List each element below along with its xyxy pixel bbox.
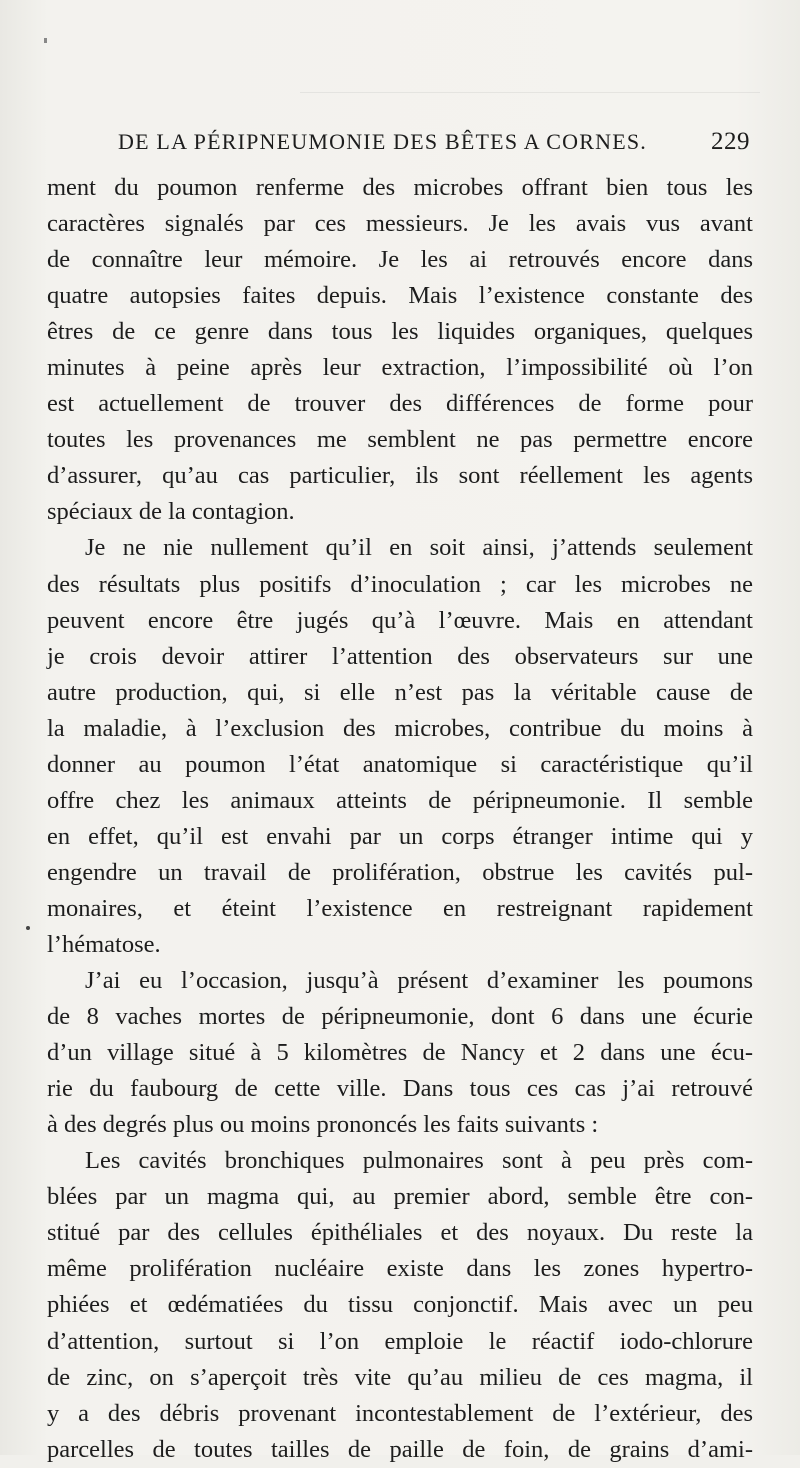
text-line: la maladie, à l’exclusion des microbes, contribue du moins à xyxy=(47,714,753,742)
text-line: êtres de ce genre dans tous les liquides organiques, quelques xyxy=(47,318,753,346)
text-line: offre chez les animaux atteints de péripneumonie. Il semble xyxy=(47,786,753,814)
text-line: caractères signalés par ces messieurs. Je les avais vus avant xyxy=(47,210,753,238)
text-line: Je ne nie nullement qu’il en soit ainsi, j’attends seulement xyxy=(85,534,753,562)
text-line: l’hématose. xyxy=(47,930,161,958)
text-line: ment du poumon renferme des microbes offrant bien tous les xyxy=(47,174,753,201)
text-line: autre production, qui, si elle n’est pas la véritable cause de xyxy=(47,678,753,706)
text-line: d’un village situé à 5 kilomètres de Nancy et 2 dans une écu- xyxy=(47,1039,753,1067)
text-line: J’ai eu l’occasion, jusqu’à présent d’examiner les poumons xyxy=(85,967,753,995)
text-line: spéciaux de la contagion. xyxy=(47,498,295,526)
text-line: de 8 vaches mortes de péripneumonie, dont 6 dans une écurie xyxy=(47,1003,753,1031)
running-header xyxy=(118,128,750,156)
text-line: de zinc, on s’aperçoit très vite qu’au milieu de ces magma, il xyxy=(47,1363,753,1391)
text-line: parcelles de toutes tailles de paille de foin, de grains d’ami- xyxy=(47,1435,753,1463)
text-line: je crois devoir attirer l’attention des observateurs sur une xyxy=(47,642,753,670)
text-line: à des degrés plus ou moins prononcés les faits suivants : xyxy=(47,1111,599,1139)
text-line: minutes à peine après leur extraction, l’impossibilité où l’on xyxy=(47,354,753,382)
text-line: d’attention, surtout si l’on emploie le réactif iodo-chlorure xyxy=(47,1327,753,1355)
text-line: monaires, et éteint l’existence en restreignant rapidement xyxy=(47,894,753,922)
text-line: est actuellement de trouver des différences de forme pour xyxy=(47,390,753,418)
text-line: y a des débris provenant incontestablement de l’extérieur, des xyxy=(47,1399,753,1427)
text-line: d’assurer, qu’au cas particulier, ils sont réellement les agents xyxy=(47,462,753,490)
page-number: 229 xyxy=(711,128,750,155)
page-speck xyxy=(44,38,47,43)
text-line: des résultats plus positifs d’inoculation ; car les microbes ne xyxy=(47,570,753,598)
running-title: DE LA PÉRIPNEUMONIE DES BÊTES A CORNES. xyxy=(118,129,648,154)
text-line: peuvent encore être jugés qu’à l’œuvre. Mais en attendant xyxy=(47,606,753,634)
text-line: engendre un travail de prolifération, obstrue les cavités pul- xyxy=(47,858,753,886)
text-line: rie du faubourg de cette ville. Dans tous ces cas j’ai retrouvé xyxy=(47,1075,753,1103)
text-line: même prolifération nucléaire existe dans les zones hypertro- xyxy=(47,1255,753,1283)
text-line: en effet, qu’il est envahi par un corps étranger intime qui y xyxy=(47,822,753,850)
show-through xyxy=(300,92,760,103)
text-line: stitué par des cellules épithéliales et des noyaux. Du reste la xyxy=(47,1219,753,1247)
text-line: Les cavités bronchiques pulmonaires sont à peu près com- xyxy=(85,1147,753,1175)
text-line: donner au poumon l’état anatomique si caractéristique qu’il xyxy=(47,750,753,778)
text-line: quatre autopsies faites depuis. Mais l’existence constante des xyxy=(47,282,753,310)
body-text xyxy=(47,170,753,1468)
text-line: de connaître leur mémoire. Je les ai retrouvés encore dans xyxy=(47,246,753,274)
text-line: phiées et œdématiées du tissu conjonctif. Mais avec un peu xyxy=(47,1291,753,1319)
margin-dot xyxy=(26,926,30,930)
text-line: toutes les provenances me semblent ne pas permettre encore xyxy=(47,426,753,454)
text-line: blées par un magma qui, au premier abord, semble être con- xyxy=(47,1183,753,1211)
